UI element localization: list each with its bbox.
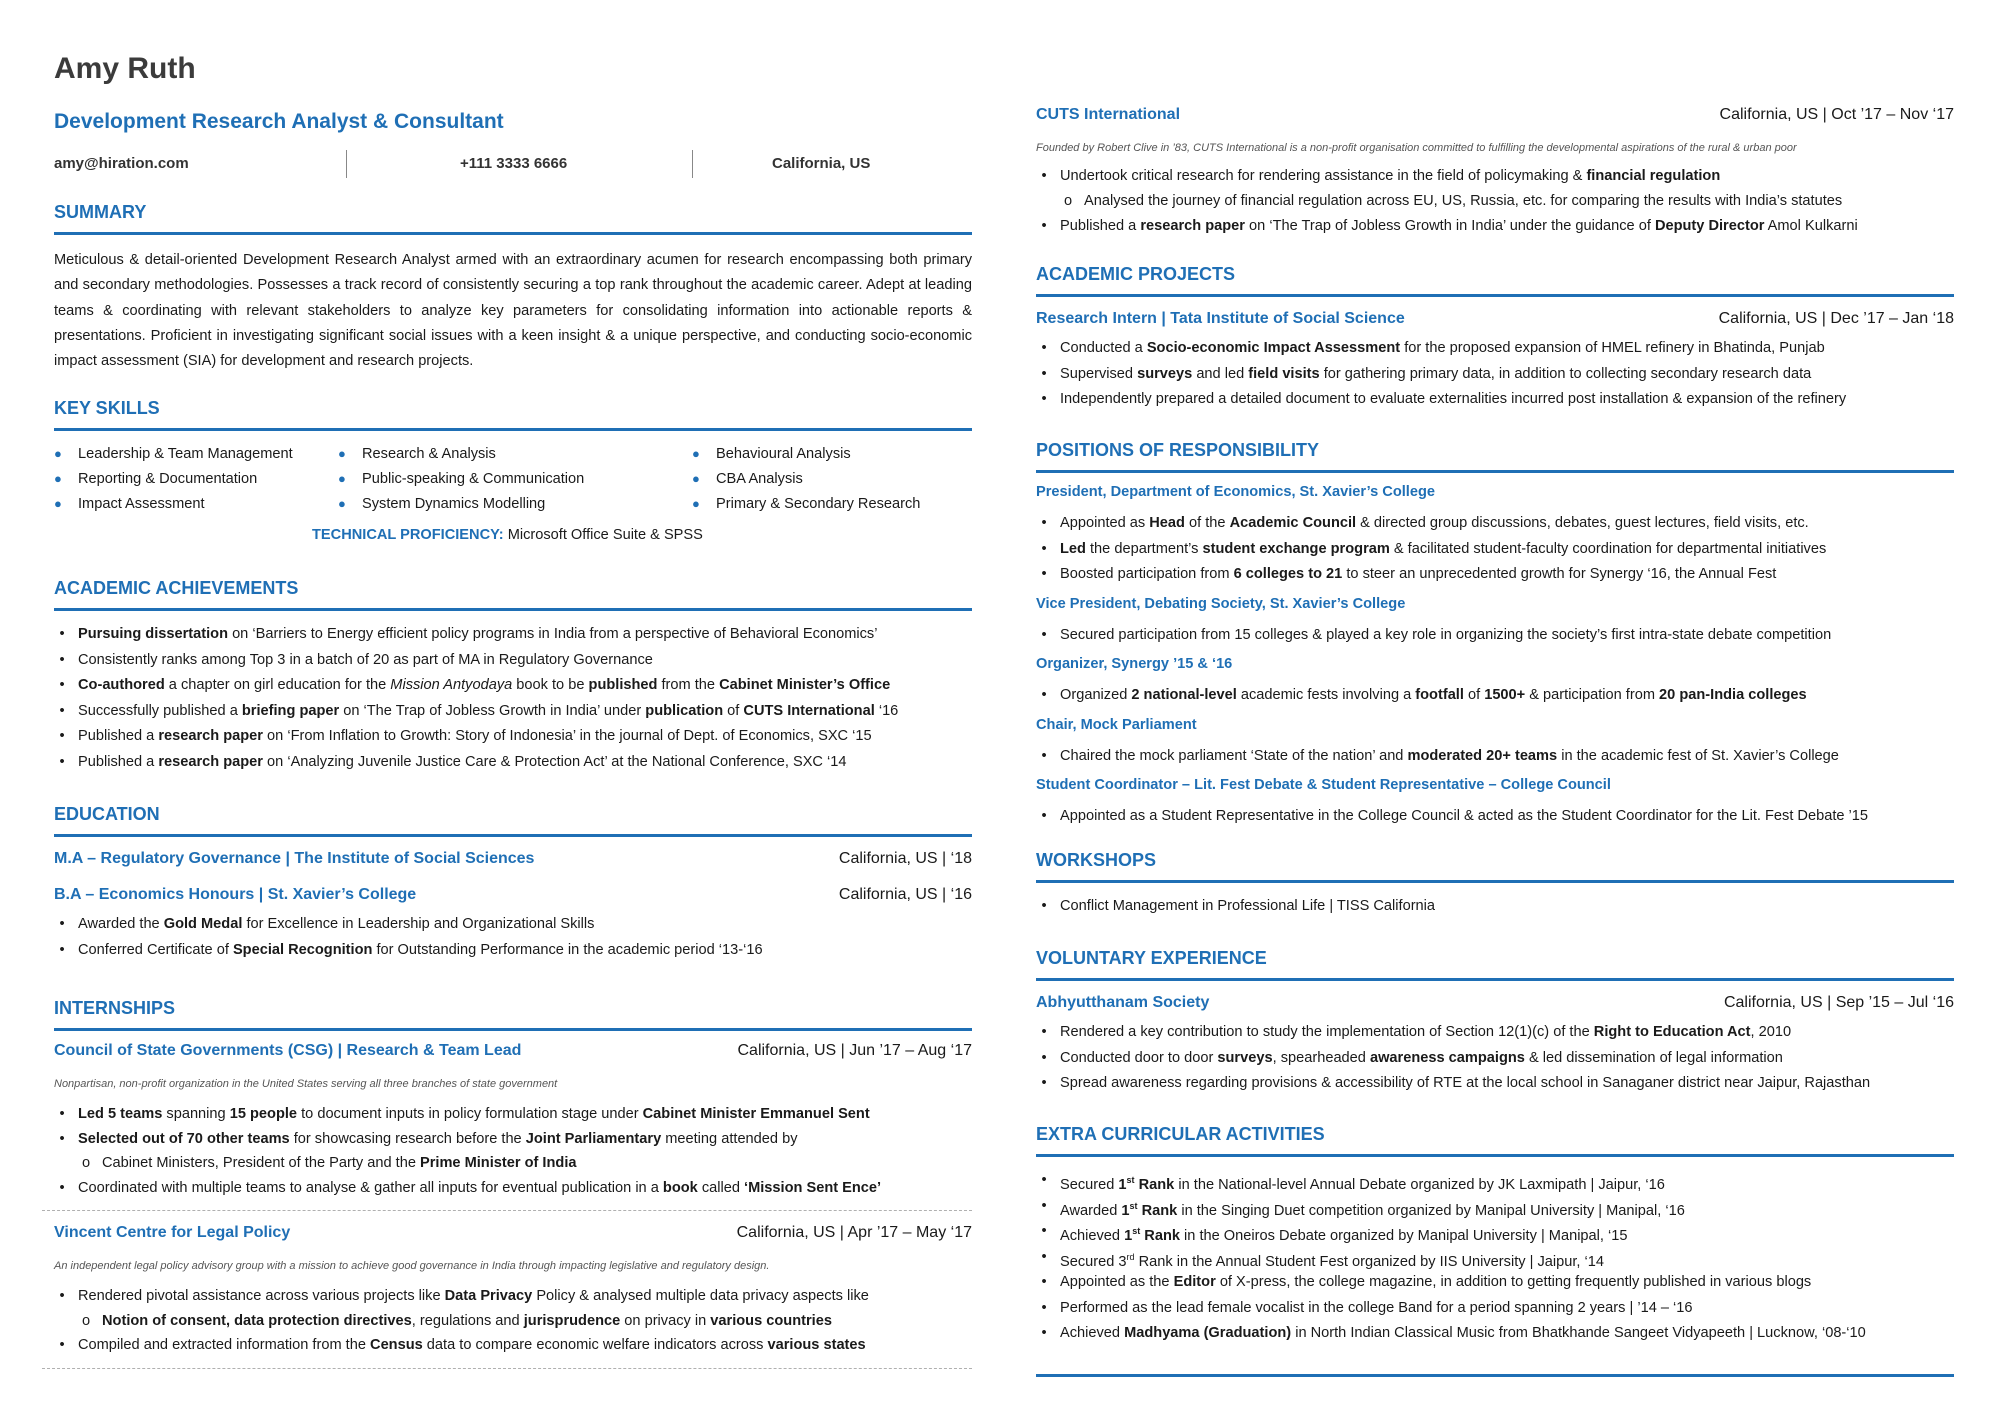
internship-item: o Notion of consent, data protection directives, regulations and jurisprudence on privacy in various countries <box>54 1309 972 1333</box>
bullet-icon: • <box>59 1179 65 1196</box>
internship-entry: Council of State Governments (CSG) | Research & Team Lead California, US | Jun ’17 – Aug ‘17 <box>54 1042 972 1059</box>
bullet-icon: • <box>1041 747 1047 764</box>
bullet-icon: ● <box>338 446 346 461</box>
voluntary-item: • Rendered a key contribution to study the implementation of Section 12(1)(c) of the Right to Education Act, 2010 <box>1036 1020 1954 1044</box>
skills-heading: KEY SKILLS <box>54 398 972 438</box>
internships-heading: INTERNSHIPS <box>54 998 972 1038</box>
bullet-icon: • <box>1041 1223 1047 1239</box>
extra-heading: EXTRA CURRICULAR ACTIVITIES <box>1036 1124 1954 1164</box>
bullet-icon: • <box>59 753 65 770</box>
position-title: President, Department of Economics, St. Xavier’s College <box>1036 484 1436 500</box>
sub-bullet-icon: o <box>81 1312 91 1329</box>
achievement-item: • Consistently ranks among Top 3 in a batch of 20 as part of MA in Regulatory Governance <box>54 648 972 672</box>
bullet-icon: ● <box>692 471 700 486</box>
bullet-icon: • <box>1041 218 1047 234</box>
bullet-icon: ● <box>692 496 700 511</box>
bullet-icon: • <box>59 626 65 642</box>
candidate-role: Development Research Analyst & Consultant <box>54 110 504 133</box>
voluntary-item: • Spread awareness regarding provisions & accessibility of RTE at the local school in Sanaganer district near Jaipur, Rajasthan <box>1036 1071 1954 1095</box>
bullet-icon: • <box>59 1288 65 1304</box>
bullet-icon: ● <box>692 446 700 461</box>
extra-item: • Achieved Madhyama (Graduation) in North Indian Classical Music from Bhatkhande Sangeet Vidyapeeth | Lucknow, ‘08-‘10 <box>1036 1321 1954 1345</box>
entry-divider <box>42 1368 972 1369</box>
internship-note: An independent legal policy advisory group with a mission to achieve good governance in India through impacting legislative and regulatory design. <box>54 1260 770 1272</box>
contact-divider <box>692 150 693 178</box>
cuts-note: Founded by Robert Clive in ’83, CUTS International is a non-profit organisation committed to fulfilling the developmental aspirations of the rural & urban poor <box>1036 142 1797 154</box>
workshops-heading: WORKSHOPS <box>1036 850 1954 890</box>
location: California, US <box>772 155 871 172</box>
internship-entry: Vincent Centre for Legal Policy California, US | Apr ’17 – May ‘17 <box>54 1224 972 1241</box>
position-item: • Chaired the mock parliament ‘State of the nation’ and moderated 20+ teams in the academic fest of St. Xavier’s College <box>1036 744 1954 768</box>
bullet-icon: • <box>1041 808 1047 824</box>
bullet-icon: • <box>1041 540 1047 557</box>
bullet-icon: • <box>1041 1325 1047 1341</box>
position-item: • Led the department’s student exchange program & facilitated student-faculty coordination for departmental initiatives <box>1036 537 1954 561</box>
bullet-icon: • <box>59 702 65 719</box>
bullet-icon: • <box>1041 515 1047 531</box>
bullet-icon: • <box>1041 898 1047 914</box>
internship-note: Nonpartisan, non-profit organization in the United States serving all three branches of state government <box>54 1078 558 1090</box>
tech-value: Microsoft Office Suite & SPSS <box>507 527 703 543</box>
position-item: • Boosted participation from 6 colleges to 21 to steer an unprecedented growth for Synergy ‘16, the Annual Fest <box>1036 562 1954 586</box>
contact-divider <box>346 150 347 178</box>
bullet-icon: • <box>59 916 65 932</box>
extra-item: • Awarded 1st Rank in the Singing Duet competition organized by Manipal University | Manipal, ‘16 <box>1036 1194 1954 1218</box>
position-title: Organizer, Synergy ’15 & ‘16 <box>1036 656 1233 672</box>
extra-item: • Achieved 1st Rank in the Oneiros Debate organized by Manipal University | Manipal, ‘15 <box>1036 1219 1954 1243</box>
positions-heading: POSITIONS OF RESPONSIBILITY <box>1036 440 1954 480</box>
entry-divider <box>42 1210 972 1211</box>
position-item: • Appointed as a Student Representative in the College Council & acted as the Student Coordinator for the Lit. Fest Debate ’15 <box>1036 804 1954 828</box>
position-item: • Appointed as Head of the Academic Council & directed group discussions, debates, guest lectures, field visits, etc. <box>1036 511 1954 535</box>
education-item: • Conferred Certificate of Special Recognition for Outstanding Performance in the academic period ‘13-‘16 <box>54 938 972 962</box>
education-entry: B.A – Economics Honours | St. Xavier’s College California, US | ‘16 <box>54 886 972 903</box>
bullet-icon: • <box>1041 1049 1047 1066</box>
candidate-name: Amy Ruth <box>54 52 196 85</box>
resume-page: Amy Ruth Development Research Analyst & Consultant amy@hiration.com +111 3333 6666 California, US SUMMARY Meticulous & detail-oriented Development Research Analyst armed with an extraordinary acumen for research encompassing both primary and secondary methodologies. Possesses a track record of consistently securing a top rank throughout the academic career. Adept at leading teams & coordinating with relevant stakeholders to analyze key parameters for consolidating information into actionable reports & presentations. Proficient in investigating significant social issues with a keen insight & a unique perspective, and conducting socio-economic impact assessment (SIA) for development and research projects. KEY SKILLS ● Leadership & Team Management ● Research & Analysis ● Behavioural Analysis ● Reporting & Documentation ● Public-speaking & Communication ● CBA Analysis ● Impact Assessment ● System Dynamics Modelling ● Primary & Secondary Research TECHNICAL PROFICIENCY: Microsoft Office Suite & SPSS ACADEMIC ACHIEVEMENTS • Pursuing dissertation on ‘Barriers to Energy efficient policy programs in India from a perspective of Behavioral Economics’ • Consistently ranks among Top 3 in a batch of 20 as part of MA in Regulatory Governance • Co-authored a chapter on girl education for the Mission Antyodaya book to be published from the Cabinet Minister’s Office • Successfully published a briefing paper on ‘The Trap of Jobless Growth in India’ under publication of CUTS International ‘16 • Published a research paper on ‘From Inflation to Growth: Story of Indonesia’ in the journal of Dept. of Economics, SXC ‘15 • Published a research paper on ‘Analyzing Juvenile Justice Care & Protection Act’ at the National Conference, SXC ‘14 EDUCATION M.A – Regulatory Governance | The Institute of Social Sciences California, US | ‘18 B.A – Economics Honours | St. Xavier’s College California, US | ‘16 • Awarded the Gold Medal for Excellence in Leadership and Organizational Skills • Conferred Certificate of Special Recognition for Outstanding Performance in the academic period ‘13-‘16 INTERNSHIPS Council of State Governments (CSG) | Research & Team Lead California, US | Jun ’17 – Aug ‘17 Nonpartisan, non-profit organization in the United States serving all three branches of state government • Led 5 teams spanning 15 people to document inputs in policy formulation stage under Cabinet Minister Emmanuel Sent • Selected out of 70 other teams for showcasing research before the Joint Parliamentary meeting attended by o Cabinet Ministers, President of the Party and the Prime Minister of India • Coordinated with multiple teams to analyse & gather all inputs for eventual publication in a book called ‘Mission Sent Ence’ Vincent Centre for Legal Policy California, US | Apr ’17 – May ‘17 An independent legal policy advisory group with a mission to achieve good governance in India through impacting legislative and regulatory design. • Rendered pivotal assistance across various projects like Data Privacy Policy & analysed multiple data privacy aspects like o Notion of consent, data protection directives, regulations and jurisprudence on privacy in various countries • Compiled and extracted information from the Census data to compare economic welfare indicators across various states CUTS International California, US | Oct ’17 – Nov ‘17 Founded by Robert Clive in ’83, CUTS International is a non-profit organisation committed to fulfilling the developmental aspirations of the rural & urban poor • Undertook critical research for rendering assistance in the field of policymaking & financial regulation o Analysed the journey of financial regulation across EU, US, Russia, etc. for comparing the results with India’s statutes • Published a research paper on ‘The Trap of Jobless Growth in India’ under the guidance of Deputy Director Amol Kulkarni ACADEMIC PROJECTS Research Intern | Tata Institute of Social Science California, US | Dec ’17 – Jan ‘18 • Conducted a Socio-economic Impact Assessment for the proposed expansion of HMEL refinery in Bhatinda, Punjab • Supervised surveys and led field visits for gathering primary data, in addition to collecting secondary research data • Independently prepared a detailed document to evaluate externalities incurred post installation & expansion of the refinery POSITIONS OF RESPONSIBILITY President, Department of Economics, St. Xavier’s College • Appointed as Head of the Academic Council & directed group discussions, debates, guest lectures, field visits, etc. • Led the department’s student exchange program & facilitated student-faculty coordination for departmental initiatives • Boosted participation from 6 colleges to 21 to steer an unprecedented growth for Synergy ‘16, the Annual Fest Vice President, Debating Society, St. Xavier’s College • Secured participation from 15 colleges & played a key role in organizing the society’s first intra-state debate competition Organizer, Synergy ’15 & ‘16 • Organized 2 national-level academic fests involving a footfall of 1500+ & participation from 20 pan-India colleges Chair, Mock Parliament • Chaired the mock parliament ‘State of the nation’ and moderated 20+ teams in the academic fest of St. Xavier’s College Student Coordinator – Lit. Fest Debate & Student Representative – College Council • Appointed as a Student Representative in the College Council & acted as the Student Coordinator for the Lit. Fest Debate ’15 WORKSHOPS • Conflict Management in Professional Life | TISS California VOLUNTARY EXPERIENCE Abhyutthanam Society California, US | Sep ’15 – Jul ‘16 • Rendered a key contribution to study the implementation of Section 12(1)(c) of the Right to Education Act, 2010 • Conducted door to door surveys, spearheaded awareness campaigns & led dissemination of legal information • Spread awareness regarding provisions & accessibility of RTE at the local school in Sanaganer district near Jaipur, Rajasthan EXTRA CURRICULAR ACTIVITIES • Secured 1st Rank in the National-level Annual Debate organized by JK Laxmipath | Jaipur, ‘16 • Awarded 1st Rank in the Singing Duet competition organized by Manipal University | Manipal, ‘16 • Achieved 1st Rank in the Oneiros Debate organized by Manipal University | Manipal, ‘15 • Secured 3rd Rank in the Annual Student Fest organized by IIS University | Jaipur, ‘14 • Appointed as the Editor of X-press, the college magazine, in addition to getting frequently published in various blogs • Performed as the lead female vocalist in the college Band for a period spanning 2 years | ’14 – ‘16 • Achieved Madhyama (Graduation) in North Indian Classical Music from Bhatkhande Sangeet Vidyapeeth | Lucknow, ‘08-‘10 <box>0 0 2000 1420</box>
bullet-icon: • <box>1041 340 1047 356</box>
bullet-icon: ● <box>338 471 346 486</box>
bullet-icon: ● <box>338 496 346 511</box>
bullet-icon: • <box>59 1130 65 1147</box>
position-title: Student Coordinator – Lit. Fest Debate & Student Representative – College Council <box>1036 777 1611 793</box>
voluntary-heading: VOLUNTARY EXPERIENCE <box>1036 948 1954 988</box>
position-title: Vice President, Debating Society, St. Xavier’s College <box>1036 595 1406 612</box>
project-entry: Research Intern | Tata Institute of Social Science California, US | Dec ’17 – Jan ‘18 <box>1036 310 1954 327</box>
position-item: • Organized 2 national-level academic fests involving a footfall of 1500+ & participation from 20 pan-India colleges <box>1036 683 1954 707</box>
internship-item: • Selected out of 70 other teams for showcasing research before the Joint Parliamentary meeting attended by <box>54 1127 972 1151</box>
bullet-icon: ● <box>54 471 62 486</box>
project-item: • Independently prepared a detailed document to evaluate externalities incurred post installation & expansion of the refinery <box>1036 387 1954 411</box>
internship-item: • Compiled and extracted information from the Census data to compare economic welfare indicators across various states <box>54 1333 972 1357</box>
sub-bullet-icon: o <box>81 1155 91 1172</box>
tech-label: TECHNICAL PROFICIENCY: <box>312 527 504 543</box>
voluntary-entry: Abhyutthanam Society California, US | Sep ’15 – Jul ‘16 <box>1036 994 1954 1011</box>
bullet-icon: • <box>59 728 65 744</box>
bullet-icon: • <box>1041 687 1047 703</box>
achievement-item: • Published a research paper on ‘From Inflation to Growth: Story of Indonesia’ in the journal of Dept. of Economics, SXC ‘15 <box>54 724 972 748</box>
education-entry: M.A – Regulatory Governance | The Institute of Social Sciences California, US | ‘18 <box>54 850 972 867</box>
bullet-icon: • <box>1041 1075 1047 1091</box>
bullet-icon: • <box>59 941 65 958</box>
phone[interactable]: +111 3333 6666 <box>460 155 568 172</box>
extra-item: • Performed as the lead female vocalist in the college Band for a period spanning 2 years | ’14 – ‘16 <box>1036 1296 1954 1320</box>
position-item: • Secured participation from 15 colleges & played a key role in organizing the society’s first intra-state debate competition <box>1036 623 1954 647</box>
bullet-icon: • <box>1041 566 1047 582</box>
education-heading: EDUCATION <box>54 804 972 844</box>
cuts-item: o Analysed the journey of financial regulation across EU, US, Russia, etc. for comparing the results with India’s statutes <box>1036 189 1954 213</box>
bullet-icon: • <box>1041 1248 1047 1265</box>
internship-item: o Cabinet Ministers, President of the Party and the Prime Minister of India <box>54 1151 972 1175</box>
bullet-icon: • <box>1041 1024 1047 1040</box>
summary-heading: SUMMARY <box>54 202 972 242</box>
bullet-icon: • <box>1041 1172 1047 1188</box>
extra-item: • Secured 3rd Rank in the Annual Student Fest organized by IIS University | Jaipur, ‘14 <box>1036 1245 1954 1269</box>
bullet-icon: • <box>1041 365 1047 382</box>
sub-bullet-icon: o <box>1063 193 1073 209</box>
cuts-entry: CUTS International California, US | Oct ’17 – Nov ‘17 <box>1036 106 1954 123</box>
internship-item: • Led 5 teams spanning 15 people to document inputs in policy formulation stage under Cabinet Minister Emmanuel Sent <box>54 1102 972 1126</box>
achievements-heading: ACADEMIC ACHIEVEMENTS <box>54 578 972 618</box>
project-item: • Conducted a Socio-economic Impact Assessment for the proposed expansion of HMEL refinery in Bhatinda, Punjab <box>1036 336 1954 360</box>
achievement-item: • Co-authored a chapter on girl education for the Mission Antyodaya book to be published from the Cabinet Minister’s Office <box>54 673 972 697</box>
bullet-icon: ● <box>54 496 62 511</box>
bullet-icon: • <box>59 1106 65 1122</box>
extra-item: • Secured 1st Rank in the National-level Annual Debate organized by JK Laxmipath | Jaipur, ‘16 <box>1036 1168 1954 1192</box>
bullet-icon: • <box>1041 626 1047 643</box>
workshop-item: • Conflict Management in Professional Life | TISS California <box>1036 894 1954 918</box>
bullet-icon: • <box>59 677 65 693</box>
summary-text: Meticulous & detail-oriented Development Research Analyst armed with an extraordinary acumen for research encompassing both primary and secondary methodologies. Possesses a track record of consistently securing a top rank throughout the academic career. Adept at leading teams & coordinating with relevant stakeholders to analyze key parameters for consolidating information into actionable reports & presentations. Proficient in investigating significant social issues with a keen insight & a unique perspective, and conducting socio-economic impact assessment (SIA) for development and research projects. <box>54 252 972 370</box>
projects-heading: ACADEMIC PROJECTS <box>1036 264 1954 304</box>
bullet-icon: • <box>59 651 65 668</box>
cuts-item: • Published a research paper on ‘The Trap of Jobless Growth in India’ under the guidance of Deputy Director Amol Kulkarni <box>1036 214 1954 238</box>
bullet-icon: • <box>1041 1274 1047 1290</box>
bullet-icon: • <box>1041 1299 1047 1316</box>
project-item: • Supervised surveys and led field visits for gathering primary data, in addition to collecting secondary research data <box>1036 362 1954 386</box>
position-title: Chair, Mock Parliament <box>1036 716 1197 733</box>
email[interactable]: amy@hiration.com <box>54 155 189 172</box>
cuts-item: • Undertook critical research for rendering assistance in the field of policymaking & financial regulation <box>1036 164 1954 188</box>
internship-item: • Coordinated with multiple teams to analyse & gather all inputs for eventual publication in a book called ‘Mission Sent Ence’ <box>54 1176 972 1200</box>
bullet-icon: • <box>1041 168 1047 184</box>
achievement-item: • Pursuing dissertation on ‘Barriers to Energy efficient policy programs in India from a perspective of Behavioral Economics’ <box>54 622 972 646</box>
page-end-rule <box>1036 1374 1954 1377</box>
technical-proficiency <box>312 527 703 543</box>
achievement-item: • Published a research paper on ‘Analyzing Juvenile Justice Care & Protection Act’ at the National Conference, SXC ‘14 <box>54 750 972 774</box>
bullet-icon: • <box>1041 1197 1047 1214</box>
voluntary-item: • Conducted door to door surveys, spearheaded awareness campaigns & led dissemination of legal information <box>1036 1046 1954 1070</box>
bullet-icon: ● <box>54 446 62 461</box>
internship-item: • Rendered pivotal assistance across various projects like Data Privacy Policy & analysed multiple data privacy aspects like <box>54 1284 972 1308</box>
extra-item: • Appointed as the Editor of X-press, the college magazine, in addition to getting frequently published in various blogs <box>1036 1270 1954 1294</box>
contact-bar <box>54 150 972 180</box>
achievement-item: • Successfully published a briefing paper on ‘The Trap of Jobless Growth in India’ under publication of CUTS International ‘16 <box>54 699 972 723</box>
bullet-icon: • <box>59 1337 65 1354</box>
education-item: • Awarded the Gold Medal for Excellence in Leadership and Organizational Skills <box>54 912 972 936</box>
bullet-icon: • <box>1041 391 1047 407</box>
